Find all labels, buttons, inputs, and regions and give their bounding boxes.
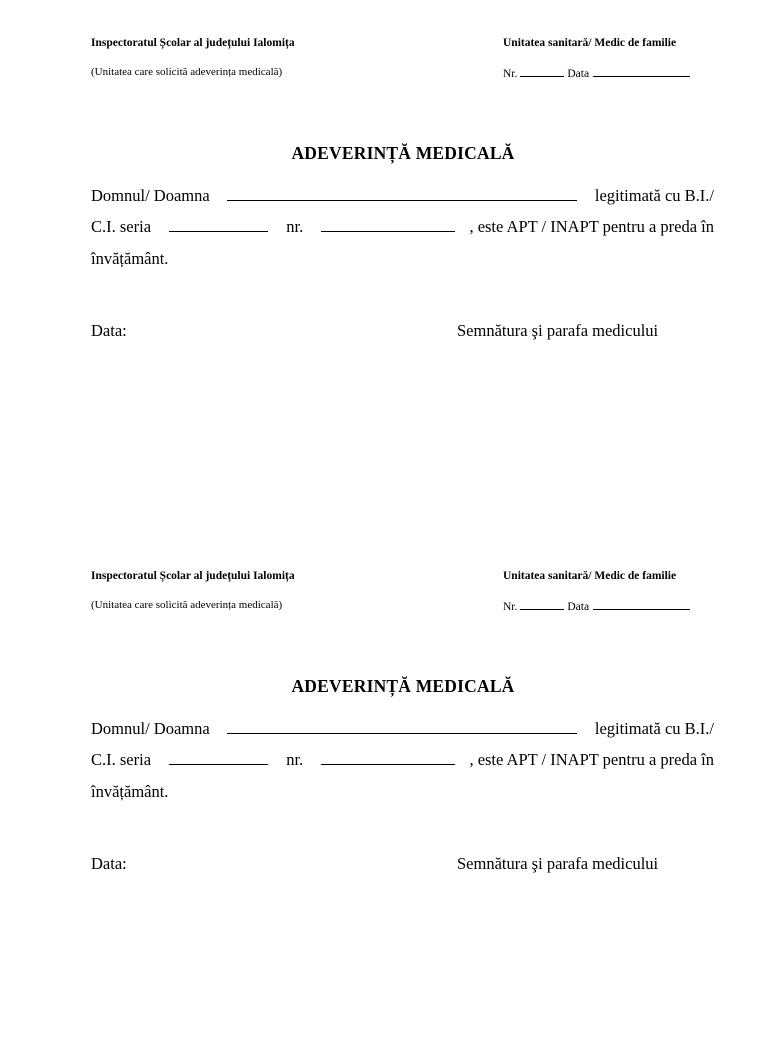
signature-label: Semnătura şi parafa medicului	[457, 854, 659, 873]
school-inspectorate-label: Inspectoratul Școlar al județului Ialomița	[91, 37, 295, 49]
medical-certificate-form	[0, 0, 768, 520]
nr-blank-field[interactable]	[520, 66, 564, 77]
series-blank-field[interactable]	[169, 751, 268, 765]
name-prefix: Domnul/ Doamna	[91, 719, 210, 738]
body-line-id	[91, 217, 714, 237]
nr-label: Nr.	[503, 601, 518, 613]
health-unit-label: Unitatea sanitară/ Medic de familie	[503, 570, 677, 582]
id-suffix: legitimată cu B.I./	[594, 186, 714, 205]
health-unit-label: Unitatea sanitară/ Medic de familie	[503, 37, 677, 49]
body-line-name	[91, 719, 714, 739]
document-title: ADEVERINȚĂ MEDICALĂ	[291, 676, 515, 696]
body-line-id	[91, 750, 714, 770]
name-blank-field[interactable]	[227, 720, 577, 734]
footer-date-label: Data:	[91, 321, 127, 340]
name-blank-field[interactable]	[227, 187, 577, 201]
date-label: Data	[567, 601, 590, 613]
date-blank-field[interactable]	[593, 599, 690, 610]
nr-label: Nr.	[503, 68, 518, 80]
requesting-unit-label: (Unitatea care solicită adeverința medicală)	[91, 599, 283, 611]
fitness-statement: , este APT / INAPT pentru a preda în	[469, 750, 714, 769]
signature-label: Semnătura şi parafa medicului	[457, 321, 659, 340]
body-line-education: învățământ.	[91, 782, 169, 801]
nr-blank-field[interactable]	[520, 599, 564, 610]
id-suffix: legitimată cu B.I./	[594, 719, 714, 738]
registration-number-row	[503, 66, 690, 80]
number-blank-field[interactable]	[321, 218, 455, 232]
document-title: ADEVERINȚĂ MEDICALĂ	[291, 143, 515, 163]
medical-certificate-form	[0, 533, 768, 1053]
series-prefix: C.I. seria	[91, 217, 152, 236]
fitness-statement: , este APT / INAPT pentru a preda în	[469, 217, 714, 236]
number-label: nr.	[286, 217, 304, 236]
number-blank-field[interactable]	[321, 751, 455, 765]
name-prefix: Domnul/ Doamna	[91, 186, 210, 205]
series-prefix: C.I. seria	[91, 750, 152, 769]
date-label: Data	[567, 68, 590, 80]
number-label: nr.	[286, 750, 304, 769]
registration-number-row	[503, 599, 690, 613]
body-line-name	[91, 186, 714, 206]
body-line-education: învățământ.	[91, 249, 169, 268]
requesting-unit-label: (Unitatea care solicită adeverința medicală)	[91, 66, 283, 78]
date-blank-field[interactable]	[593, 66, 690, 77]
school-inspectorate-label: Inspectoratul Școlar al județului Ialomița	[91, 570, 295, 582]
series-blank-field[interactable]	[169, 218, 268, 232]
footer-date-label: Data:	[91, 854, 127, 873]
